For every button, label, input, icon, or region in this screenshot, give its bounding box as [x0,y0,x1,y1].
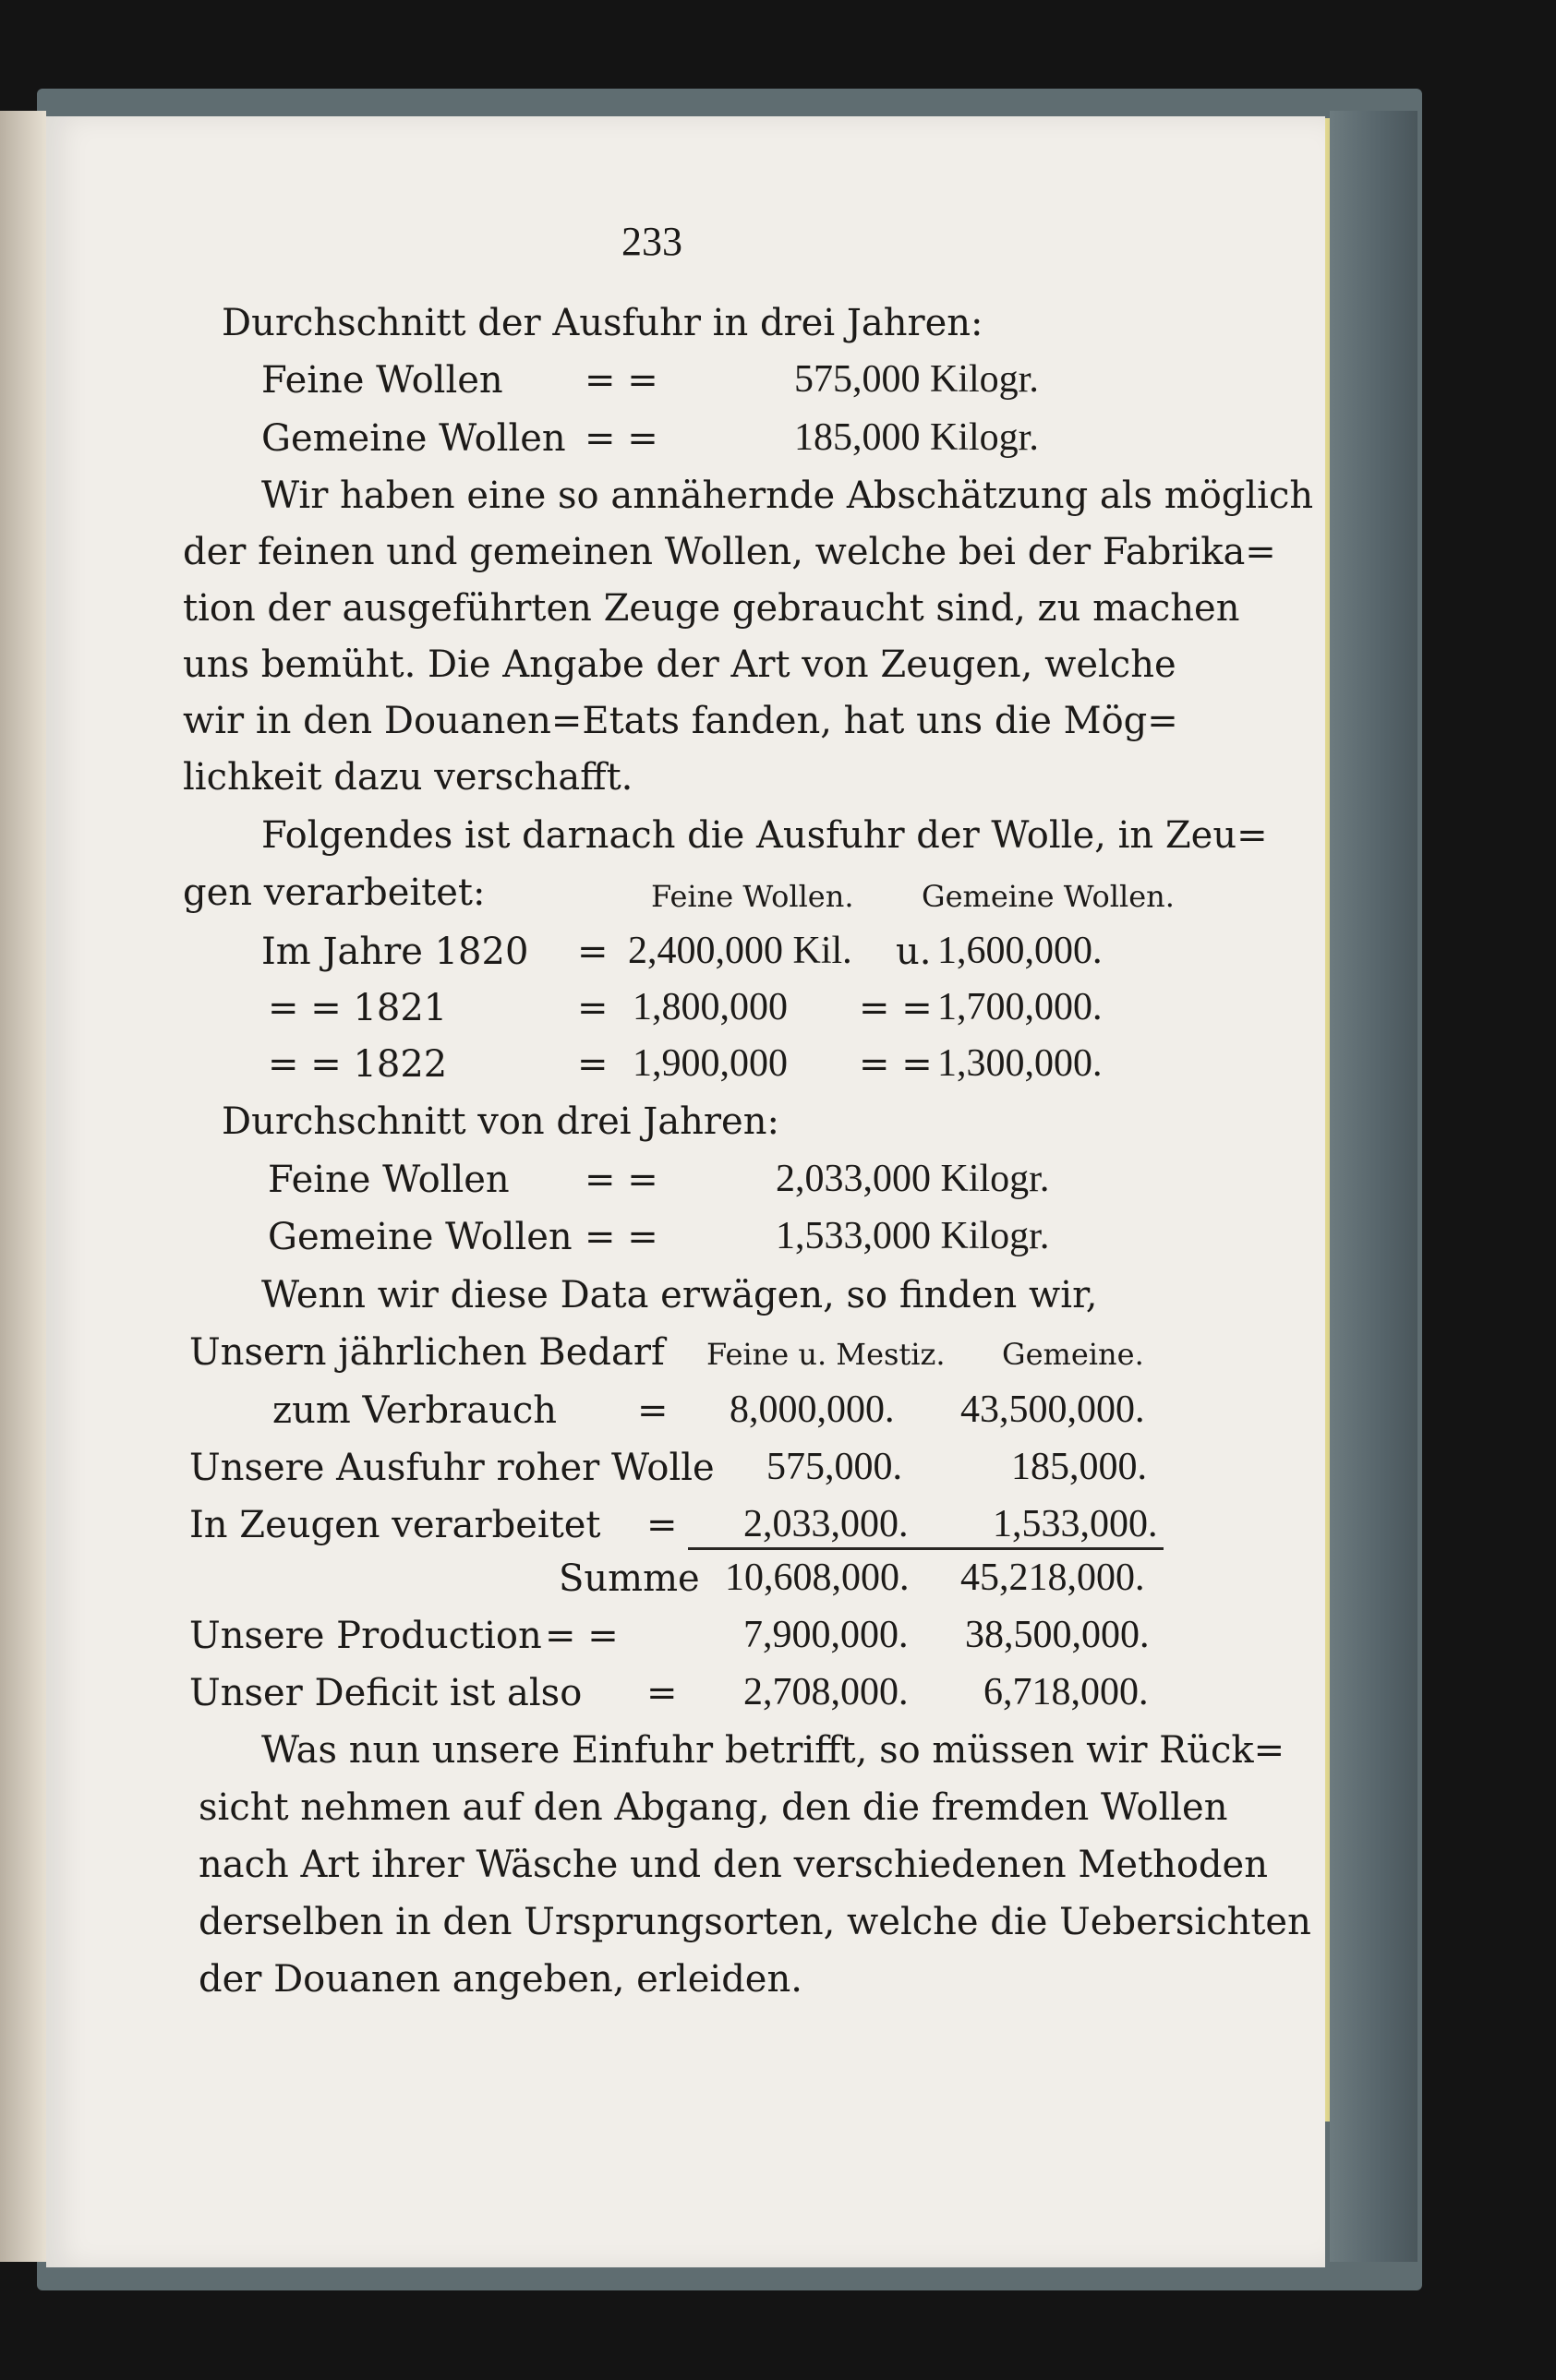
sum-common: 45,218,000. [960,1557,1145,1599]
paragraph-line: gen verarbeitet: [183,871,486,914]
table-row-sep: = = [545,1615,619,1657]
export-row-label: Feine Wollen [261,359,503,402]
table-row-label: Unser Deficit ist also [189,1672,583,1714]
year-row-sep: = [577,931,609,973]
year-row-fine: 1,900,000 [633,1042,788,1085]
year-row-sep: = [577,1043,609,1086]
page-number: 233 [621,219,682,264]
paragraph-line: Folgendes ist darnach die Ausfuhr der Wolle, in Zeu= [261,814,1268,857]
year-row-label: = = 1822 [268,1043,448,1086]
year-row-conj: u. [896,931,932,973]
paragraph-line: tion der ausgeführten Zeuge gebraucht sind, zu machen [183,587,1240,630]
table-row-sep: = [646,1504,678,1546]
year-row-conj: = = [859,987,933,1029]
year-row-fine: 1,800,000 [633,986,788,1028]
sum-fine: 10,608,000. [725,1557,910,1599]
table-row-common: 1,533,000. [993,1503,1158,1545]
table-row-fine: 7,900,000. [743,1614,909,1656]
export-row-value: 575,000 Kilogr. [794,358,1039,401]
paragraph-line: Wenn wir diese Data erwägen, so finden wir, [261,1274,1098,1316]
average-row-value: 1,533,000 Kilogr. [776,1215,1050,1257]
year-row-label: = = 1821 [268,987,448,1029]
cover-edge [1330,111,1417,2262]
average-row-dots: = = [585,1159,658,1201]
table-row-label: zum Verbrauch [272,1389,557,1432]
year-row-fine: 2,400,000 Kil. [628,930,852,972]
table-row-label: In Zeugen verarbeitet [189,1504,601,1546]
year-row-sep: = [577,987,609,1029]
heading-average-three: Durchschnitt von drei Jahren: [222,1100,779,1143]
average-row-dots: = = [585,1216,658,1258]
year-row-conj: = = [859,1043,933,1086]
table-row-label: Unsere Ausfuhr roher Wolle [189,1447,715,1489]
book-page [46,116,1325,2267]
year-row-common: 1,600,000. [937,930,1103,972]
table-row-sep: = [646,1672,678,1714]
average-row-label: Feine Wollen [268,1159,510,1201]
heading-average-export: Durchschnitt der Ausfuhr in drei Jahren: [222,302,983,344]
sum-label: Summe [559,1557,700,1600]
export-row-dots: = = [585,417,658,460]
table-header-common: Gemeine. [1002,1337,1144,1372]
table-row-sep: = [637,1389,669,1432]
table-row-fine: 575,000. [766,1446,902,1488]
table-row-fine: 8,000,000. [730,1388,895,1431]
paragraph-line: derselben in den Ursprungsorten, welche die Uebersichten [199,1901,1311,1943]
average-row-value: 2,033,000 Kilogr. [776,1158,1050,1200]
export-row-label: Gemeine Wollen [261,417,566,460]
sum-rule [688,1547,1164,1550]
column-header-common: Gemeine Wollen. [922,879,1175,914]
table-row-fine: 2,033,000. [743,1503,909,1545]
paragraph-line: nach Art ihrer Wäsche und den verschiedenen Methoden [199,1844,1268,1886]
paragraph-line: Wir haben eine so annähernde Abschätzung als möglich [261,475,1314,517]
average-row-label: Gemeine Wollen [268,1216,573,1258]
export-row-dots: = = [585,359,658,402]
year-row-common: 1,300,000. [937,1042,1103,1085]
table-row-common: 38,500,000. [965,1614,1150,1656]
table-row-fine: 2,708,000. [743,1671,909,1713]
paragraph-line: der feinen und gemeinen Wollen, welche bei der Fabrika= [183,531,1276,573]
column-header-fine: Feine Wollen. [651,879,854,914]
paragraph-line: lichkeit dazu verschafft. [183,756,633,799]
year-row-label: Im Jahre 1820 [261,931,529,973]
paragraph-line: der Douanen angeben, erleiden. [199,1958,802,2001]
export-row-value: 185,000 Kilogr. [794,416,1039,459]
table-row-common: 43,500,000. [960,1388,1145,1431]
paragraph-line: Was nun unsere Einfuhr betrifft, so müssen wir Rück= [261,1729,1285,1772]
paragraph-line: uns bemüht. Die Angabe der Art von Zeugen, welche [183,643,1176,686]
table-header-fine: Feine u. Mestiz. [706,1337,946,1372]
paragraph-line: sicht nehmen auf den Abgang, den die fremden Wollen [199,1786,1228,1829]
table-row-common: 6,718,000. [983,1671,1149,1713]
left-page-edge [0,111,46,2262]
table-row-label: Unsere Production [189,1615,542,1657]
paragraph-line: wir in den Douanen=Etats fanden, hat uns die Mög= [183,700,1178,742]
year-row-common: 1,700,000. [937,986,1103,1028]
table-row-common: 185,000. [1011,1446,1147,1488]
table-first-label: Unsern jährlichen Bedarf [189,1331,665,1374]
